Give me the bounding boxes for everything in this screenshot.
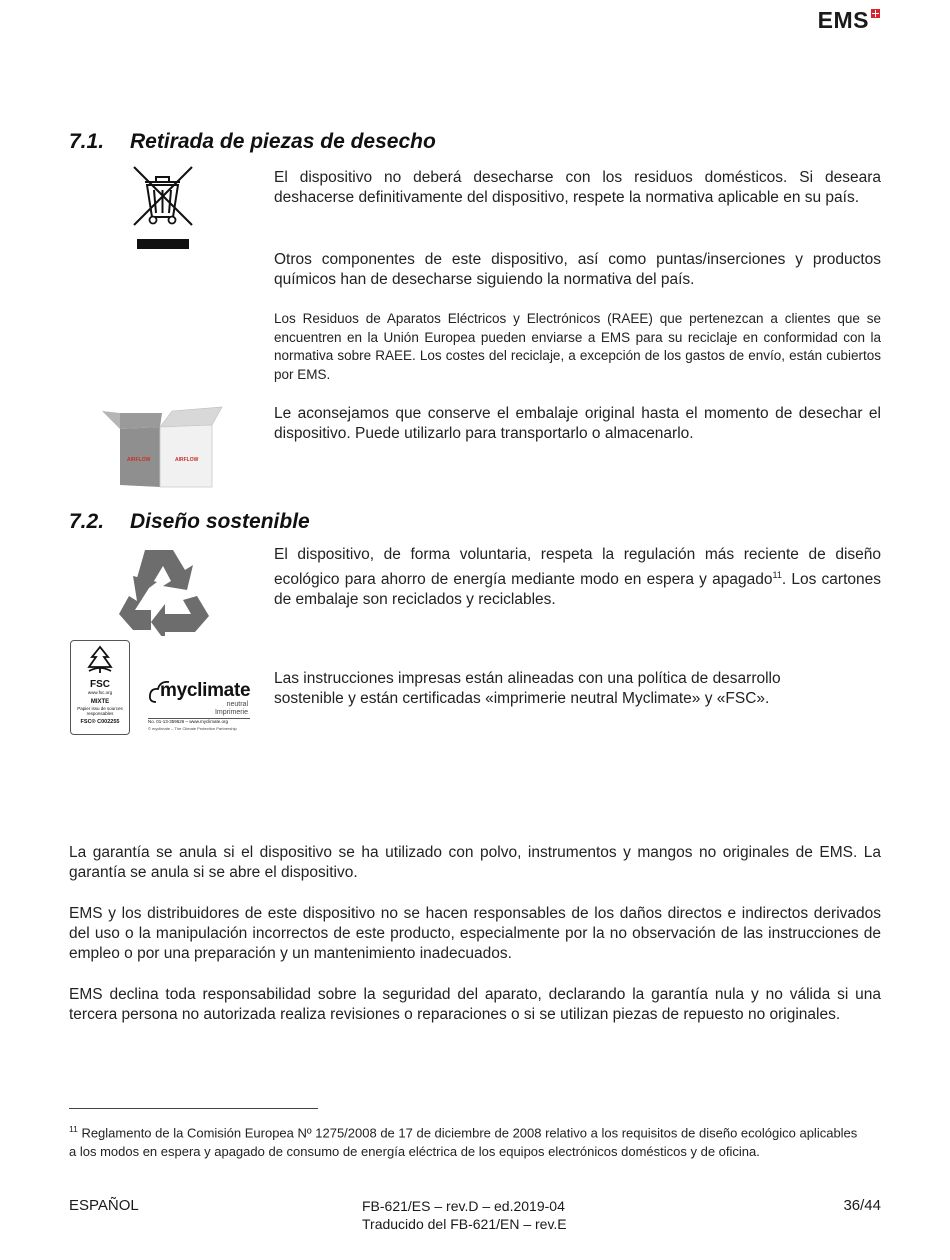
weee-bin-icon	[132, 165, 194, 251]
packaging-paragraph: Le aconsejamos que conserve el embalaje original hasta el momento de desechar el dispositivo. Puede utilizarlo para transportarlo o almacenarlo.	[274, 405, 881, 442]
sustainable-text-end: . Los cartones de embalaje son reciclados y reciclables.	[274, 571, 881, 609]
myclimate-name: myclimate	[160, 680, 251, 701]
myclimate-imprimerie: Imprimerie	[214, 709, 248, 716]
myclimate-logo	[148, 676, 252, 736]
section-number: 7.2.	[69, 510, 105, 533]
fsc-tree-icon	[83, 645, 117, 675]
section-number: 7.1.	[69, 130, 105, 153]
disposal-paragraph-1: El dispositivo no deberá desecharse con los residuos domésticos. Si deseara deshacerse definitivamente del dispositivo, respete la normativa aplicable en su país.	[274, 169, 881, 206]
fsc-url: www.fsc.org	[87, 690, 113, 695]
box-label-left: AIRFLOW	[127, 457, 151, 463]
section-heading-7-2	[69, 510, 310, 534]
section-title: Retirada de piezas de desecho	[130, 130, 436, 153]
sustainable-paragraph-1	[274, 545, 881, 610]
weee-paragraph: Los Residuos de Aparatos Eléctricos y Electrónicos (RAEE) que pertenezcan a clientes que se encuentren en la Unión Europea pueden enviarse a EMS para su reciclaje en conformidad con la normativa sobre RAEE. Los costes del reciclaje, a excepción de los gastos de envío, están cubiertos por EMS.	[274, 311, 881, 382]
recycle-icon	[115, 546, 211, 636]
section-title: Diseño sostenible	[130, 510, 310, 533]
fsc-code: FSC® C002255	[80, 719, 120, 726]
footer-language: ESPAÑOL	[69, 1197, 139, 1214]
disposal-paragraph-2: Otros componentes de este dispositivo, así como puntas/inserciones y productos químicos han de desecharse siguiendo la normativa del país.	[274, 251, 881, 288]
myclimate-neutral: neutral	[226, 701, 248, 708]
fsc-logo	[70, 640, 130, 735]
fsc-name: FSC	[90, 679, 110, 690]
sustainable-text: El dispositivo, de forma voluntaria, respeta la regulación más reciente de diseño ecológico para ahorro de energía mediante modo en espera y apagado	[274, 546, 881, 589]
footnote	[69, 1120, 859, 1161]
footnote-separator	[69, 1108, 318, 1109]
footer-translated-line: Traducido del FB-621/EN – rev.E	[362, 1216, 567, 1232]
sustainable-paragraph-2: Las instrucciones impresas están alineadas con una política de desarrollo sostenible y están certificadas «imprimerie neutral Myclimate» y «FSC».	[274, 670, 781, 707]
footnote-number: 11	[69, 1124, 78, 1134]
warranty-paragraph-2: EMS y los distribuidores de este dispositivo no se hacen responsables de los daños directos e indirectos derivados del uso o la manipulación incorrectos de este producto, especialmente por la no observación de las instrucciones de empleo o por una preparación y un mantenimiento inadecuados.	[69, 905, 881, 962]
footer-page-number: 36/44	[843, 1197, 881, 1214]
packaging-box-image	[100, 405, 228, 489]
ems-logo	[818, 7, 880, 34]
footer-doc-ref	[362, 1197, 567, 1233]
myclimate-cert: No. 01-13-359626 – www.myclimate.org	[148, 719, 229, 724]
fsc-mixte: MIXTE	[90, 699, 110, 705]
footnote-reference: 11	[772, 570, 782, 580]
box-label-right: AIRFLOW	[175, 457, 199, 463]
footer-doc-ref-line: FB-621/ES – rev.D – ed.2019-04	[362, 1198, 565, 1214]
swiss-flag-icon	[871, 9, 880, 18]
ems-logo-text: EMS	[817, 7, 869, 33]
fsc-desc: Papier issu de sources responsables	[77, 706, 123, 717]
warranty-paragraph-3: EMS declina toda responsabilidad sobre la seguridad del aparato, declarando la garantía nula y no válida si una tercera persona no autorizada realiza revisiones o reparaciones o si se utilizan piezas de repuesto no originales.	[69, 986, 881, 1023]
footnote-text: Reglamento de la Comisión Europea Nº 1275/2008 de 17 de diciembre de 2008 relativo a los requisitos de diseño ecológico aplicables a los modos en espera y apagado de consumo de energía eléctrica de los equipos electrónicos domésticos y de oficina.	[69, 1125, 858, 1159]
warranty-paragraph-1: La garantía se anula si el dispositivo se ha utilizado con polvo, instrumentos y mangos no originales de EMS. La garantía se anula si se abre el dispositivo.	[69, 844, 881, 881]
section-heading-7-1	[69, 130, 436, 154]
myclimate-partner: © myclimate – The Climate Protection Partnership	[148, 726, 237, 731]
